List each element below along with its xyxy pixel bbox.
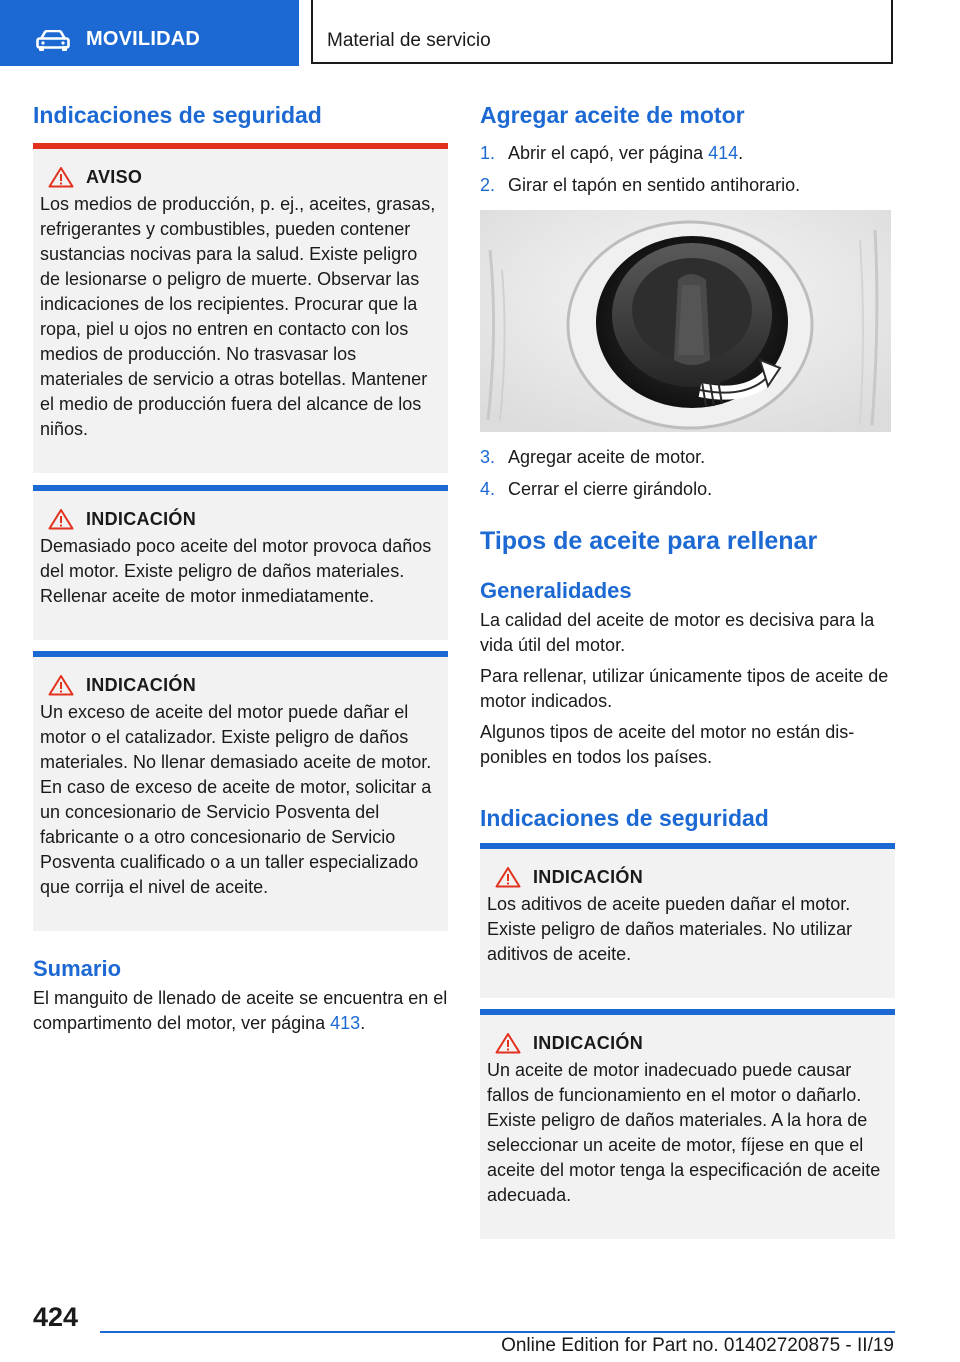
sumario-text: El manguito de llenado de aceite se encuentra en el compartimento del motor, ver página xyxy=(33,988,448,1033)
list-item xyxy=(480,477,895,502)
sumario-period: . xyxy=(360,1013,366,1033)
notice-box-3 xyxy=(480,843,895,998)
step-number: 3. xyxy=(480,447,496,467)
notice-title: INDICACIÓN xyxy=(86,508,196,529)
list-item xyxy=(480,445,895,470)
warning-triangle-icon xyxy=(48,508,74,530)
warning-triangle-icon xyxy=(48,166,74,188)
left-column xyxy=(33,101,448,129)
step-text: Cerrar el cierre girándolo. xyxy=(508,479,713,499)
notice-title: INDICACIÓN xyxy=(533,866,643,887)
warning-triangle-icon xyxy=(48,674,74,696)
sumario-paragraph xyxy=(33,986,448,1036)
step-text: Agregar aceite de motor. xyxy=(508,447,706,467)
notice-text: Un exceso de aceite del motor puede dañar el motor o el catalizador. Existe peligro de daños materiales. No llenar demasiado aceite de motor. En caso de exceso de aceite de motor, solicitar a un concesionario de Servicio Posventa del fabricante o a otro concesionario de Servicio Posventa cualificado o a un taller especializado que corrija el nivel de aceite. xyxy=(40,702,432,897)
page-link-414[interactable]: 414 xyxy=(708,143,739,163)
section-heading-seguridad-2: Indicaciones de seguridad xyxy=(480,805,769,831)
notice-box-2 xyxy=(33,651,448,931)
step-text: Abrir el capó, ver página 414. xyxy=(508,143,744,163)
seg-heading-wrap xyxy=(480,804,895,832)
list-item xyxy=(480,141,895,166)
footer-divider xyxy=(100,1331,895,1333)
general-paragraph-1: La calidad del aceite de motor es decisiva para la vida útil del motor. xyxy=(480,610,875,655)
page-header xyxy=(0,0,960,66)
notice-box-1 xyxy=(33,485,448,640)
step-text: Girar el tapón en sentido antihorario. xyxy=(508,175,801,195)
page-link-413[interactable]: 413 xyxy=(330,1013,361,1033)
notice-text: Un aceite de motor inadecuado puede causar fallos de funcionamiento en el motor o dañarlo. Existe peligro de daños materiales. A la hora de seleccionar un aceite de motor, fíjese en que el aceite del motor tenga la especificación de aceite adecuada. xyxy=(487,1060,881,1205)
sumario-heading: Sumario xyxy=(33,956,122,981)
edition-label: Online Edition for Part no. 01402720875 - II/19 xyxy=(501,1335,894,1356)
section-tab-label: MOVILIDAD xyxy=(86,28,201,50)
agregar-section xyxy=(480,101,895,205)
steps-list-b xyxy=(480,445,895,502)
section-heading-seguridad: Indicaciones de seguridad xyxy=(33,102,322,128)
general-paragraph-2: Para rellenar, utilizar únicamente tipos de aceite de motor indicados. xyxy=(480,666,889,711)
list-item xyxy=(480,173,895,198)
notice-title: INDICACIÓN xyxy=(86,674,196,695)
notice-text: Los aditivos de aceite pueden dañar el motor. Existe peligro de daños materiales. No utilizar aditivos de aceite. xyxy=(487,894,853,964)
chapter-title: Material de servicio xyxy=(327,30,491,51)
steps-list-a xyxy=(480,141,895,198)
aviso-title: AVISO xyxy=(86,166,143,187)
agregar-steps-b xyxy=(480,445,895,509)
step-number: 1. xyxy=(480,143,496,163)
notice-box-4 xyxy=(480,1009,895,1239)
warning-triangle-icon xyxy=(495,866,521,888)
section-heading-tipos: Tipos de aceite para rellenar xyxy=(480,527,818,555)
oil-filler-cap-image xyxy=(480,210,891,432)
section-tab xyxy=(0,0,299,66)
sumario-section xyxy=(33,956,448,1036)
page-number: 424 xyxy=(33,1302,79,1332)
aviso-box xyxy=(33,143,448,473)
step-number: 2. xyxy=(480,175,496,195)
chapter-title-box xyxy=(311,0,893,64)
tipos-section xyxy=(480,526,895,770)
warning-triangle-icon xyxy=(495,1032,521,1054)
general-paragraph-3: Algunos tipos de aceite del motor no están disponibles en todos los países. xyxy=(480,722,855,767)
notice-text: Demasiado poco aceite del motor provoca daños del motor. Existe peligro de daños materiales. Rellenar aceite de motor inmediatamente. xyxy=(40,536,432,606)
section-heading-agregar: Agregar aceite de motor xyxy=(480,102,745,128)
subheading-generalidades: Generalidades xyxy=(480,578,632,603)
step-number: 4. xyxy=(480,479,496,499)
car-icon xyxy=(36,30,70,52)
notice-title: INDICACIÓN xyxy=(533,1032,643,1053)
aviso-text: Los medios de producción, p. ej., aceites, grasas, refrigerantes y combustibles, pueden contener sustancias nocivas para la salud. Existe peligro de lesionarse o peligro de muerte. Observar las indicaciones de los recipientes. Procurar que la ropa, piel u ojos no entren en contacto con los medios de producción. No trasvasar los materiales de servicio a otras botellas. Mantener el medio de producción fuera del alcance de los niños. xyxy=(40,194,436,439)
